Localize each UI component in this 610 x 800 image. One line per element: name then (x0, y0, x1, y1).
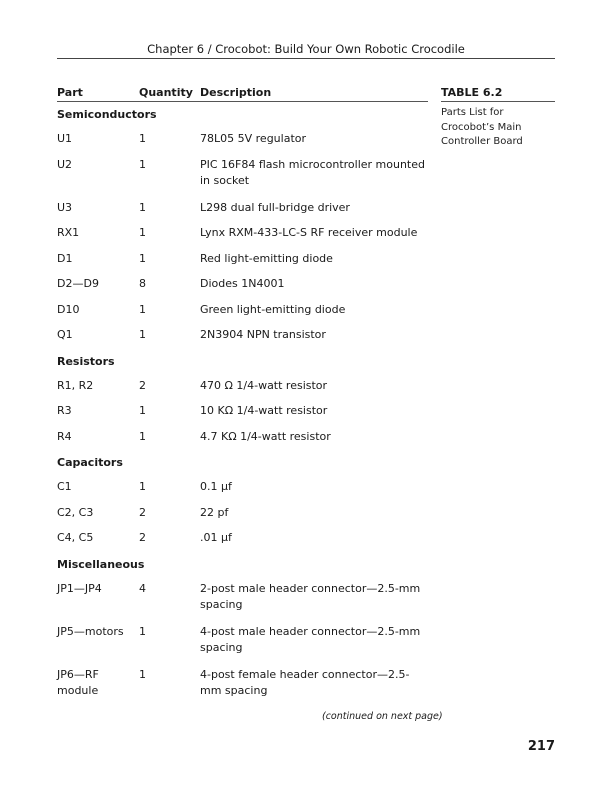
table-caption-block (441, 84, 555, 150)
part-cell: R3 (57, 404, 72, 417)
table-row (57, 425, 428, 451)
quantity-cell: 1 (139, 429, 146, 443)
part-cell: D2—D9 (57, 277, 99, 290)
quantity-cell: 1 (139, 132, 146, 145)
table-row (57, 374, 428, 400)
quantity-cell: 4 (139, 581, 146, 595)
quantity-cell: 2 (139, 505, 146, 519)
quantity-cell: 1 (139, 667, 146, 681)
quantity-cell: 1 (139, 404, 146, 417)
section-heading-capacitors: Capacitors (57, 456, 123, 469)
table-caption: Parts List for Crocobot’s Main Controller Board (441, 107, 523, 147)
description-cell: PIC 16F84 flash microcontroller mounted in socket (200, 157, 425, 187)
part-cell: C1 (57, 480, 72, 493)
quantity-cell: 1 (139, 200, 146, 214)
quantity-cell: 1 (139, 251, 146, 265)
part-cell: C4, C5 (57, 531, 94, 544)
quantity-cell: 8 (139, 277, 146, 290)
description-cell: 4-post male header connector—2.5-mm spacing (200, 624, 421, 654)
description-cell: 10 KΩ 1/4-watt resistor (200, 404, 328, 417)
description-cell: 2-post male header connector—2.5-mm spacing (200, 581, 421, 611)
part-cell: JP1—JP4 (57, 581, 102, 595)
table-row (57, 298, 428, 324)
quantity-cell: 1 (139, 480, 146, 493)
table-row (57, 526, 428, 552)
description-cell: 2N3904 NPN transistor (200, 328, 326, 341)
table-label: TABLE 6.2 (441, 86, 503, 99)
description-cell: Green light-emitting diode (200, 302, 346, 316)
part-cell: R1, R2 (57, 378, 94, 392)
table-row (57, 272, 428, 298)
page-number: 217 (527, 739, 555, 754)
continued-note: (continued on next page) (322, 711, 443, 722)
part-cell: C2, C3 (57, 505, 94, 519)
quantity-cell: 1 (139, 302, 146, 316)
part-cell: RX1 (57, 226, 80, 239)
description-cell: 78L05 5V regulator (200, 132, 307, 145)
table-header-row (57, 84, 428, 102)
table-row (57, 323, 428, 349)
part-cell: U2 (57, 157, 73, 171)
table-row (57, 196, 428, 222)
quantity-cell: 1 (139, 624, 146, 638)
running-head: Chapter 6 / Crocobot: Build Your Own Robotic Crocodile (147, 42, 465, 56)
parts-table (57, 84, 428, 706)
table-row (57, 577, 428, 620)
table-row (57, 247, 428, 273)
description-cell: 22 pf (200, 505, 229, 519)
table-row (57, 153, 428, 196)
description-cell: L298 dual full-bridge driver (200, 200, 350, 214)
part-cell: JP5—motors (57, 624, 124, 638)
description-cell: Diodes 1N4001 (200, 277, 285, 290)
section-heading-miscellaneous: Miscellaneous (57, 557, 145, 571)
part-cell: D1 (57, 251, 73, 265)
part-cell: D10 (57, 302, 80, 316)
quantity-cell: 1 (139, 157, 146, 171)
part-cell: U3 (57, 200, 73, 214)
table-row (57, 620, 428, 663)
table-row (57, 399, 428, 425)
section-heading-semiconductors: Semiconductors (57, 108, 157, 121)
quantity-cell: 2 (139, 531, 146, 544)
header-quantity: Quantity (139, 86, 193, 99)
part-cell: U1 (57, 132, 73, 145)
quantity-cell: 2 (139, 378, 146, 392)
header-rule (57, 58, 555, 59)
header-description: Description (200, 86, 272, 99)
table-row (57, 127, 428, 153)
table-row (57, 475, 428, 501)
description-cell: Lynx RXM-433-LC-S RF receiver module (200, 226, 418, 239)
part-cell: Q1 (57, 328, 73, 341)
part-cell: JP6—RF module (57, 667, 99, 697)
section-heading-resistors: Resistors (57, 354, 115, 368)
part-cell: R4 (57, 429, 72, 443)
description-cell: 470 Ω 1/4-watt resistor (200, 378, 328, 392)
quantity-cell: 1 (139, 328, 146, 341)
quantity-cell: 1 (139, 226, 146, 239)
description-cell: 4-post female header connector—2.5-mm spacing (200, 667, 410, 697)
caption-rule (441, 101, 555, 102)
table-row (57, 221, 428, 247)
description-cell: 4.7 KΩ 1/4-watt resistor (200, 429, 331, 443)
table-row (57, 501, 428, 527)
table-row (57, 663, 428, 706)
description-cell: 0.1 µf (200, 480, 232, 493)
description-cell: Red light-emitting diode (200, 251, 333, 265)
header-part: Part (57, 86, 83, 99)
description-cell: .01 µf (200, 531, 232, 544)
